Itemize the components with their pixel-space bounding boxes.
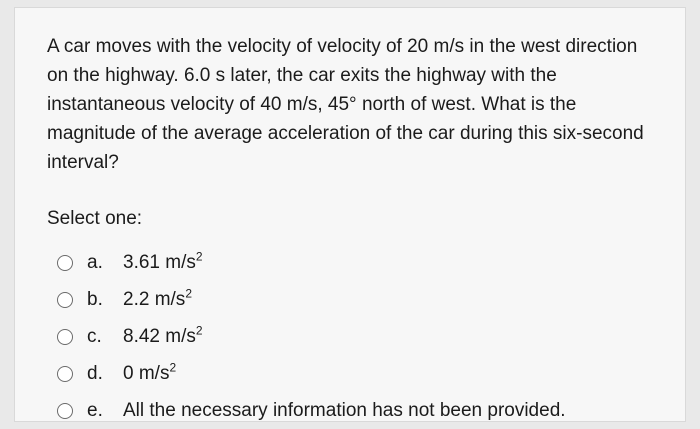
option-value: 3.61 <box>123 251 160 273</box>
option-letter: e. <box>87 399 103 421</box>
answer-options <box>57 244 566 429</box>
option-unit: $m/s^2$ <box>165 249 203 273</box>
select-one-label: Select one: <box>47 208 143 229</box>
option-value: 0 <box>123 362 134 384</box>
option-value: All the necessary information has not been provided. <box>123 399 566 421</box>
radio-button-c[interactable] <box>57 329 73 345</box>
option-value: 2.2 <box>123 288 150 310</box>
option-unit: $m/s^2$ <box>165 323 203 347</box>
option-letter: b. <box>87 288 103 310</box>
radio-button-a[interactable] <box>57 255 73 271</box>
radio-button-e[interactable] <box>57 403 73 419</box>
option-unit: $m/s^2$ <box>154 286 192 310</box>
option-letter: a. <box>87 251 103 273</box>
option-b[interactable] <box>57 281 566 318</box>
question-text: A car moves with the velocity of velocity of 20 m/s in the west direction on the highway. 6.0 s later, the car exits the highway with the instantaneous velocity of 40 m/s, 45° north of west. What is the magnitude of the average acceleration of the car during this six-second interval? <box>47 36 644 173</box>
option-letter: d. <box>87 362 103 384</box>
option-e[interactable] <box>57 392 566 429</box>
quiz-card <box>14 7 686 422</box>
option-letter: c. <box>87 325 102 347</box>
option-c[interactable] <box>57 318 566 355</box>
option-d[interactable] <box>57 355 566 392</box>
option-value: 8.42 <box>123 325 160 347</box>
radio-button-d[interactable] <box>57 366 73 382</box>
radio-button-b[interactable] <box>57 292 73 308</box>
option-a[interactable] <box>57 244 566 281</box>
option-unit: $m/s^2$ <box>138 360 177 384</box>
